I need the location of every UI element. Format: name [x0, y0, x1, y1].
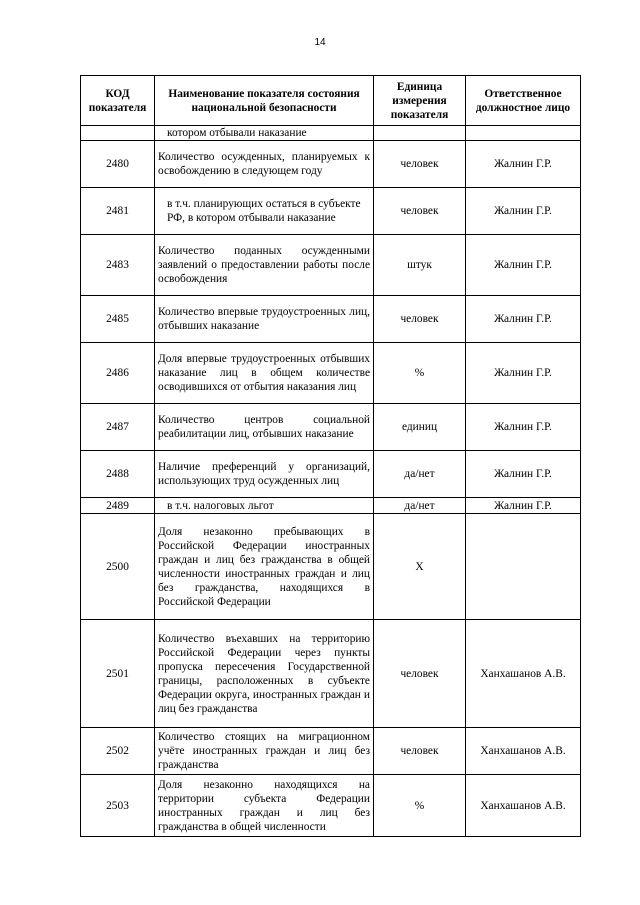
- cell-unit: %: [374, 775, 466, 837]
- cell-responsible: Жалнин Г.Р.: [466, 404, 581, 451]
- cell-name: Количество впервые трудоустроенных лиц, отбывших наказание: [155, 296, 374, 343]
- cell-name: в т.ч. планирующих остаться в субъекте РФ, в котором отбывали наказание: [155, 188, 374, 235]
- cell-code: 2485: [81, 296, 155, 343]
- cell-unit: %: [374, 343, 466, 404]
- table-row: [81, 343, 581, 404]
- cell-code: 2483: [81, 235, 155, 296]
- cell-responsible: Жалнин Г.Р.: [466, 498, 581, 514]
- cell-responsible: Жалнин Г.Р.: [466, 451, 581, 498]
- table-row: [81, 404, 581, 451]
- cell-name: Количество стоящих на миграционном учёте иностранных граждан и лиц без гражданства: [155, 728, 374, 775]
- table-row: [81, 188, 581, 235]
- table-row: [81, 620, 581, 728]
- table-row: [81, 498, 581, 514]
- cell-name: Количество осужденных, планируемых к освобождению в следующем году: [155, 141, 374, 188]
- cell-code: 2489: [81, 498, 155, 514]
- cell-code: 2501: [81, 620, 155, 728]
- cell-responsible: Ханхашанов А.В.: [466, 775, 581, 837]
- cell-responsible: Жалнин Г.Р.: [466, 235, 581, 296]
- cell-name: Доля незаконно находящихся на территории субъекта Федерации иностранных граждан и лиц без гражданства в общей численности: [155, 775, 374, 837]
- cell-unit: штук: [374, 235, 466, 296]
- header-responsible: Ответственное должностное лицо: [466, 76, 581, 126]
- table-row: [81, 728, 581, 775]
- header-name: Наименование показателя состояния национальной безопасности: [155, 76, 374, 126]
- cell-code: 2488: [81, 451, 155, 498]
- cell-responsible: Жалнин Г.Р.: [466, 188, 581, 235]
- page-number: 14: [314, 37, 326, 48]
- cell-code: 2486: [81, 343, 155, 404]
- table-row: [81, 451, 581, 498]
- header-unit: Единица измерения показателя: [374, 76, 466, 126]
- cell-name: котором отбывали наказание: [155, 126, 374, 141]
- table-row: [81, 235, 581, 296]
- cell-responsible: Жалнин Г.Р.: [466, 296, 581, 343]
- cell-code: 2481: [81, 188, 155, 235]
- table-row: [81, 141, 581, 188]
- cell-unit: да/нет: [374, 451, 466, 498]
- cell-unit: человек: [374, 296, 466, 343]
- cell-unit: [374, 126, 466, 141]
- cell-name: Количество въехавших на территорию Российской Федерации через пункты пропуска пересечения Государственной границы, расположенных в субъекте Федерации округа, иностранных граждан и лиц без гражданства: [155, 620, 374, 728]
- cell-responsible: Ханхашанов А.В.: [466, 620, 581, 728]
- cell-unit: человек: [374, 141, 466, 188]
- table-row: [81, 296, 581, 343]
- table-row-continuation: [81, 126, 581, 141]
- cell-code: 2487: [81, 404, 155, 451]
- cell-name: в т.ч. налоговых льгот: [155, 498, 374, 514]
- cell-unit: человек: [374, 620, 466, 728]
- cell-code: [81, 126, 155, 141]
- table-row: [81, 775, 581, 837]
- cell-responsible: Жалнин Г.Р.: [466, 343, 581, 404]
- cell-name: Количество поданных осужденными заявлений о предоставлении работы после освобождения: [155, 235, 374, 296]
- cell-responsible: Ханхашанов А.В.: [466, 728, 581, 775]
- cell-code: 2480: [81, 141, 155, 188]
- cell-code: 2502: [81, 728, 155, 775]
- cell-code: 2503: [81, 775, 155, 837]
- cell-unit: человек: [374, 188, 466, 235]
- cell-name: Наличие преференций у организаций, использующих труд осужденных лиц: [155, 451, 374, 498]
- table-header-row: [81, 76, 581, 126]
- cell-unit: да/нет: [374, 498, 466, 514]
- cell-name: Доля впервые трудоустроенных отбывших наказание лиц в общем количестве осводившихся от отбытия наказания лиц: [155, 343, 374, 404]
- cell-unit: человек: [374, 728, 466, 775]
- cell-code: 2500: [81, 514, 155, 620]
- table-row: [81, 514, 581, 620]
- cell-unit: Х: [374, 514, 466, 620]
- cell-unit: единиц: [374, 404, 466, 451]
- cell-responsible: [466, 514, 581, 620]
- indicators-table: [80, 75, 581, 837]
- cell-responsible: Жалнин Г.Р.: [466, 141, 581, 188]
- cell-name: Количество центров социальной реабилитации лиц, отбывших наказание: [155, 404, 374, 451]
- cell-name: Доля незаконно пребывающих в Российской Федерации иностранных граждан и лиц без гражданства в общей численности иностранных граждан и лиц без гражданства, находящихся в Российской Федерации: [155, 514, 374, 620]
- cell-responsible: [466, 126, 581, 141]
- header-code: КОД показателя: [81, 76, 155, 126]
